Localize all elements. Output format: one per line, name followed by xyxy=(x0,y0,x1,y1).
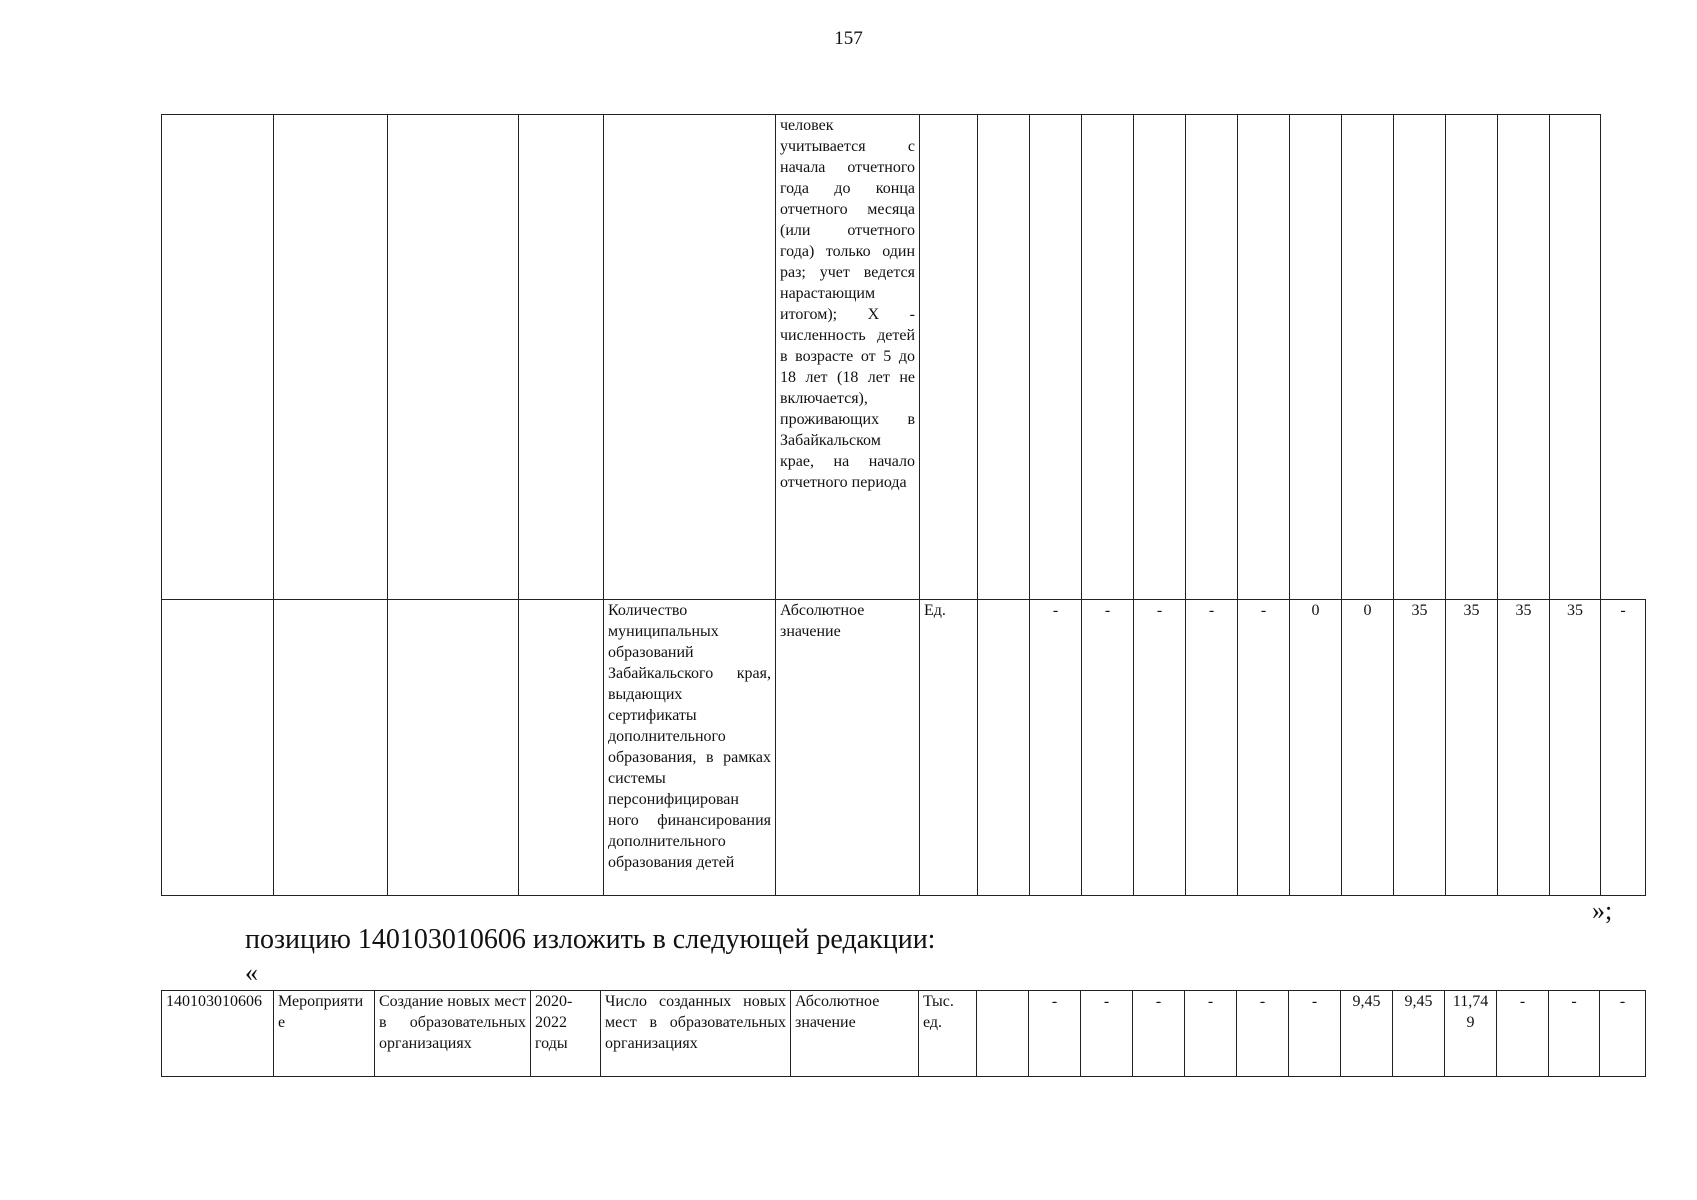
value-cell: - xyxy=(1082,600,1134,896)
table-row xyxy=(162,600,1646,896)
value-cell: - xyxy=(1289,991,1341,1077)
value-cell: - xyxy=(1081,991,1133,1077)
page-number: 157 xyxy=(834,28,863,49)
value-cell: 0 xyxy=(1342,600,1394,896)
opening-quote: « xyxy=(245,958,258,987)
value-cell: 35 xyxy=(1498,600,1550,896)
value-cell: - xyxy=(1134,600,1186,896)
unit-cell: Тыс. ед. xyxy=(919,991,977,1077)
position-table xyxy=(161,990,1646,1077)
instruction-text: позицию 140103010606 изложить в следующей редакции: xyxy=(245,924,936,955)
position-name: Создание новых мест в образовательных организациях xyxy=(375,991,531,1077)
table-row xyxy=(162,991,1646,1077)
indicators-table-continuation xyxy=(161,114,1646,896)
calculation-method-description: человек учитывается с начала отчетного года до конца отчетного месяца (или отчетного года) только один раз; учет ведется нарастающим итогом); X - численность детей в возрасте от 5 до 18 лет (18 лет не включается), проживающих в Забайкальском крае, на начало отчетного периода xyxy=(776,115,920,600)
value-cell: 35 xyxy=(1446,600,1498,896)
calculation-method: Абсолютное значение xyxy=(791,991,919,1077)
value-cell: - xyxy=(1185,991,1237,1077)
value-cell: 0 xyxy=(1290,600,1342,896)
position-code: 140103010606 xyxy=(162,991,274,1077)
table-row xyxy=(162,115,1646,600)
position-period: 2020-2022 годы xyxy=(531,991,601,1077)
value-cell xyxy=(977,991,1029,1077)
indicator-name: Количество муниципальных образований Забайкальского края, выдающих сертификаты дополнительного образования, в рамках системы персонифицирован ного финансирования дополнительного образования детей xyxy=(604,600,776,896)
value-cell: - xyxy=(1030,600,1082,896)
value-cell: - xyxy=(1549,991,1600,1077)
value-cell: - xyxy=(1133,991,1185,1077)
value-cell: 9,45 xyxy=(1393,991,1445,1077)
value-cell: 35 xyxy=(1550,600,1601,896)
value-cell: - xyxy=(1600,991,1646,1077)
value-cell: 9,45 xyxy=(1341,991,1393,1077)
value-cell: - xyxy=(1238,600,1290,896)
closing-quote: »; xyxy=(1592,896,1613,925)
value-cell: - xyxy=(1237,991,1289,1077)
unit-cell: Ед. xyxy=(920,600,978,896)
value-cell: - xyxy=(1186,600,1238,896)
value-cell: 35 xyxy=(1394,600,1446,896)
position-type: Мероприятие xyxy=(274,991,375,1077)
value-cell: - xyxy=(1601,600,1646,896)
value-cell: - xyxy=(1497,991,1549,1077)
value-cell: 11,749 xyxy=(1445,991,1497,1077)
value-cell: - xyxy=(1029,991,1081,1077)
value-cell xyxy=(978,600,1030,896)
indicator-name: Число созданных новых мест в образовательных организациях xyxy=(601,991,791,1077)
calculation-method: Абсолютное значение xyxy=(776,600,920,896)
